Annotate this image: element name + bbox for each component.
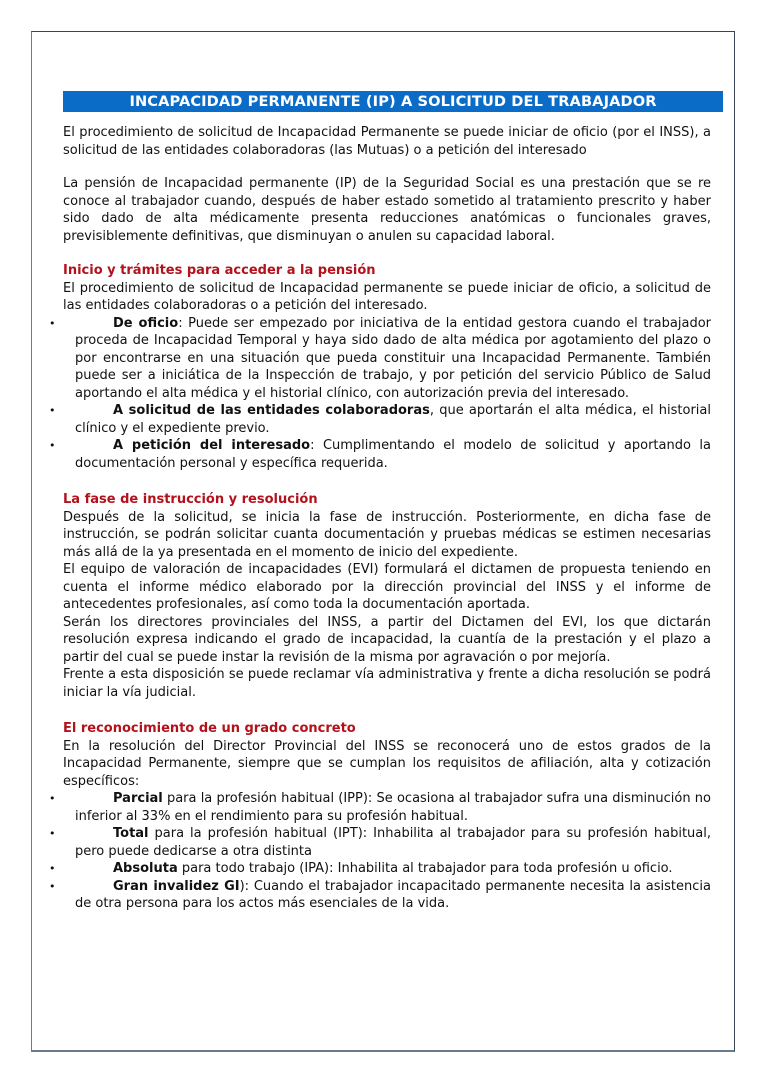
- section-paragraph: Frente a esta disposición se puede reclamar vía administrativa y frente a dicha resolución se podrá iniciar la vía judicial.: [63, 667, 711, 700]
- list-item-text: : Cumplimentando el modelo de solicitud y aportando la documentación personal y específica requerida.: [75, 438, 711, 471]
- list-item-term: Absoluta: [113, 861, 178, 876]
- list-item-term: A solicitud de las entidades colaboradoras: [113, 403, 430, 418]
- list-item: [49, 402, 711, 437]
- bullet-icon: •: [49, 862, 56, 875]
- intro-paragraph-1: El procedimiento de solicitud de Incapacidad Permanente se puede iniciar de oficio (por el INSS), a solicitud de las entidades colaboradoras (las Mutuas) o a petición del interesado: [63, 125, 711, 158]
- list-item: [49, 825, 711, 860]
- section-paragraph: Después de la solicitud, se inicia la fase de instrucción. Posteriormente, en dicha fase de instrucción, se podrán solicitar cuanta documentación y pruebas médicas se estimen necesarias más allá de la ya presentada en el momento de inicio del expediente.: [63, 509, 711, 560]
- list-item-text: para la profesión habitual (IPP): Se ocasiona al trabajador sufra una disminución no inferior al 33% en el rendimiento para su profesión habitual.: [75, 791, 711, 824]
- list-item: [49, 860, 711, 878]
- bullet-icon: •: [49, 792, 56, 805]
- section-paragraph: Serán los directores provinciales del INSS, a partir del Dictamen del EVI, los que dictarán resolución expresa indicando el grado de incapacidad, la cuantía de la prestación y el plazo a partir del cual se puede instar la revisión de la misma por agravación o por mejoría.: [63, 614, 711, 665]
- list-item: [49, 878, 711, 913]
- bullet-icon: •: [49, 827, 56, 840]
- list-item-term: Gran invalidez GI: [113, 878, 240, 894]
- section-heading: Inicio y trámites para acceder a la pensión: [63, 263, 376, 278]
- list-item: [49, 790, 711, 825]
- section-paragraph: El procedimiento de solicitud de Incapacidad permanente se puede iniciar de oficio, a solicitud de las entidades colaboradoras o a petición del interesado.: [63, 280, 711, 313]
- bullet-icon: •: [49, 404, 56, 417]
- section-heading: El reconocimiento de un grado concreto: [63, 721, 356, 736]
- section-fase-instruccion: [63, 491, 711, 701]
- section-paragraph: El equipo de valoración de incapacidades (EVI) formulará el dictamen de propuesta teniendo en cuenta el informe médico elaborado por la dirección provincial del INSS y el informe de antecedentes profesionales, así como toda la documentación aportada.: [63, 562, 711, 612]
- list-item-term: A petición del interesado: [113, 438, 311, 453]
- section-reconocimiento-grado: [49, 720, 711, 913]
- list-item: [49, 437, 711, 472]
- section-inicio-tramites: [49, 262, 711, 472]
- document-body: [49, 91, 711, 913]
- intro-paragraph-2: La pensión de Incapacidad permanente (IP) de la Seguridad Social es una prestación que se re conoce al trabajador cuando, después de haber estado sometido al tratamiento prescrito y haber sido dado de alta médicamente presenta reducciones anatómicas o funcionales graves, previsiblemente definitivas, que disminuyan o anulen su capacidad laboral.: [63, 176, 711, 244]
- list-item-text: : Puede ser empezado por iniciativa de la entidad gestora cuando el trabajador proceda de Incapacidad Temporal y haya sido dado de alta médica por agotamiento del plazo o por encontrarse en una situación que pueda constituir una Incapacidad Permanente. También puede ser a iniciática de la Inspección de trabajo, y por petición del servicio Público de Salud aportando el alta médica y el historial clínico, con autorización previa del interesado.: [75, 315, 711, 401]
- bullet-list: [49, 315, 711, 473]
- list-item-term: Total: [113, 826, 149, 841]
- bullet-icon: •: [49, 879, 56, 893]
- list-item-text: ): Cuando el trabajador incapacitado permanente necesita la asistencia de otra persona para los actos más esenciales de la vida.: [75, 878, 711, 911]
- list-item-text: para todo trabajo (IPA): Inhabilita al trabajador para toda profesión u oficio.: [177, 861, 673, 876]
- bullet-icon: •: [49, 439, 56, 452]
- section-heading: La fase de instrucción y resolución: [63, 492, 318, 507]
- list-item: [49, 315, 711, 403]
- section-paragraph: En la resolución del Director Provincial del INSS se reconocerá uno de estos grados de la Incapacidad Permanente, siempre que se cumplan los requisitos de afiliación, alta y cotización específicos:: [63, 738, 711, 789]
- list-item-term: Parcial: [113, 791, 163, 806]
- bullet-list: [49, 790, 711, 913]
- list-item-text: para la profesión habitual (IPT): Inhabilita al trabajador para su profesión habitual, pero puede dedicarse a otra distinta: [75, 826, 711, 859]
- bullet-icon: •: [49, 316, 56, 330]
- list-item-text: , que aportarán el alta médica, el historial clínico y el expediente previo.: [75, 403, 711, 436]
- document-title-banner: INCAPACIDAD PERMANENTE (IP) A SOLICITUD DEL TRABAJADOR: [63, 91, 723, 112]
- list-item-term: De oficio: [113, 315, 179, 331]
